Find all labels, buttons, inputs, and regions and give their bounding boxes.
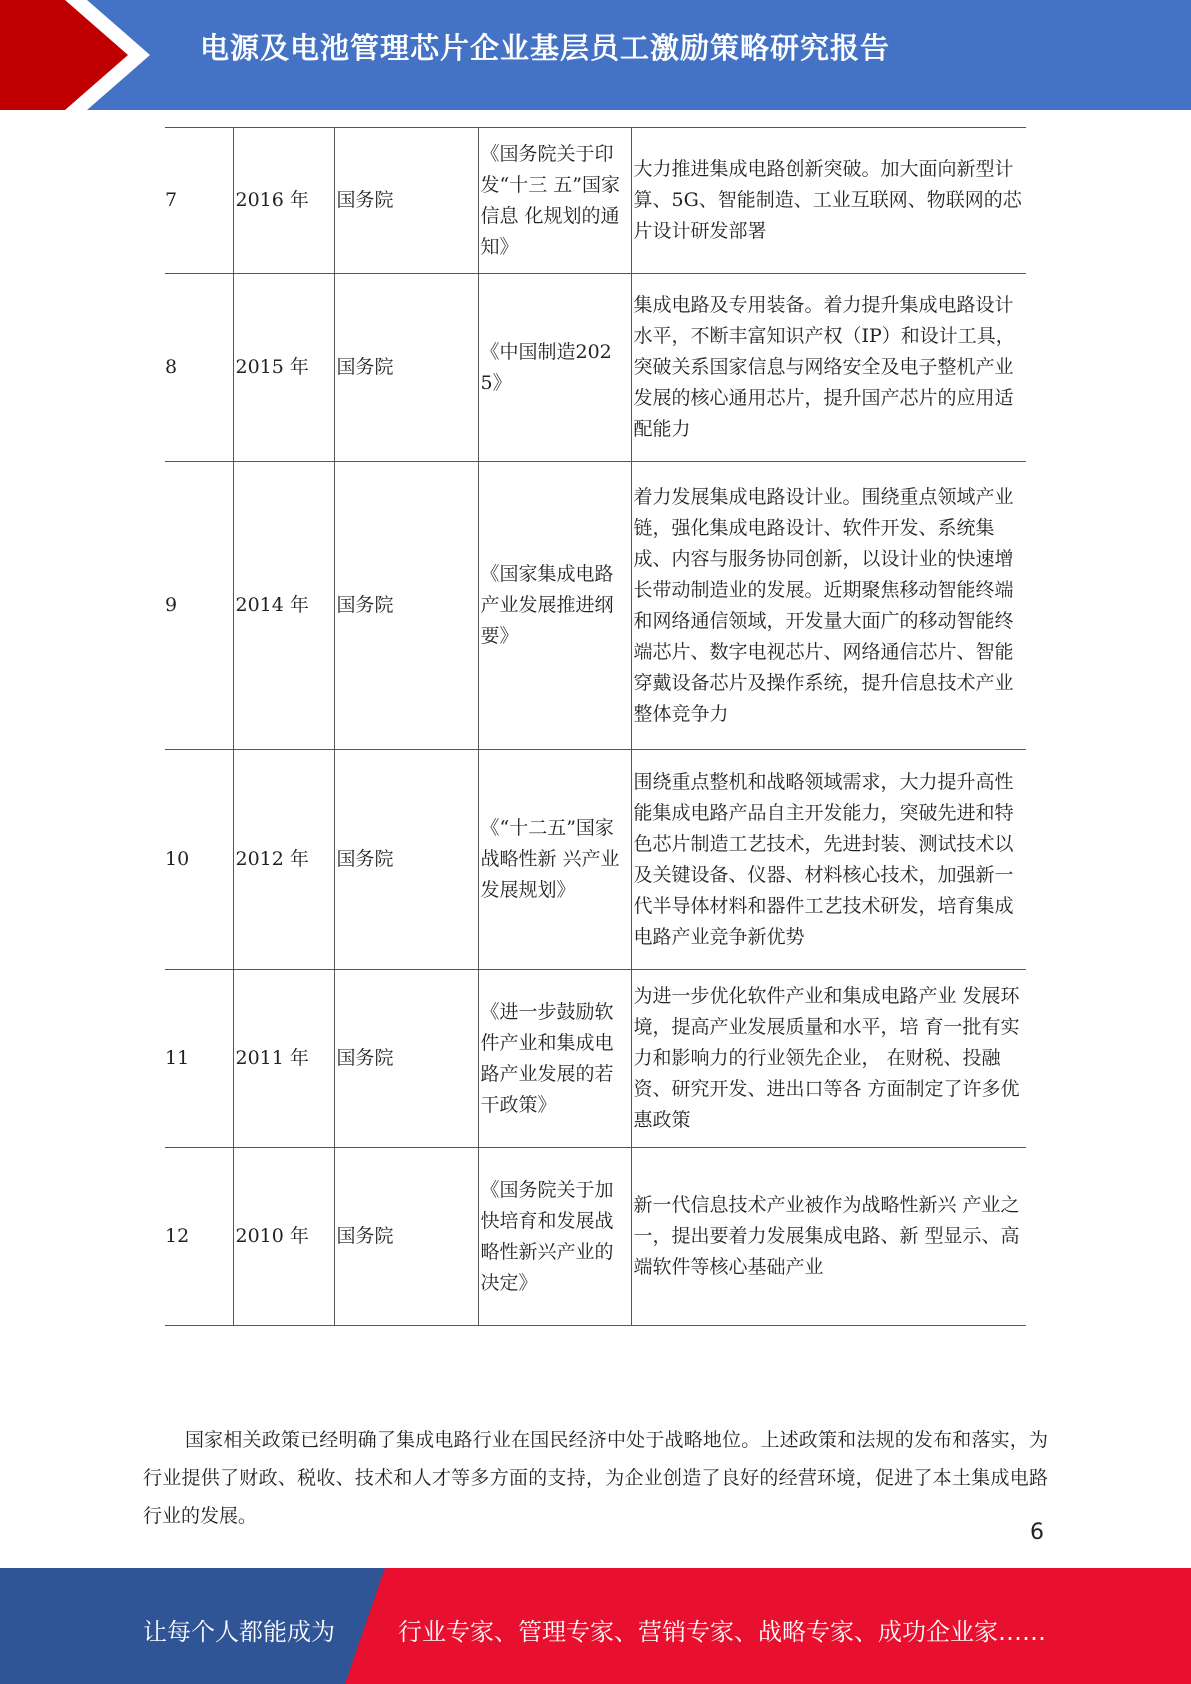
row-policy-name: 《“十二五”国家战略性新 兴产业发展规划》: [478, 750, 631, 970]
row-year: 2015 年: [233, 274, 334, 462]
row-year: 2012 年: [233, 750, 334, 970]
page-footer: [0, 1568, 1191, 1684]
row-department: 国务院: [334, 750, 478, 970]
header-red-arrow-block: [0, 0, 130, 110]
table-row: [165, 462, 1026, 750]
row-policy-name: 《国家集成电路产业发展推进纲要》: [478, 462, 631, 750]
row-number: 9: [165, 462, 233, 750]
row-policy-content: 新一代信息技术产业被作为战略性新兴 产业之一，提出要着力发展集成电路、新 型显示、高端软件等核心基础产业: [631, 1148, 1026, 1326]
table-row: [165, 970, 1026, 1148]
table-row: [165, 1148, 1026, 1326]
row-department: 国务院: [334, 970, 478, 1148]
row-policy-content: 着力发展集成电路设计业。围绕重点领域产业链，强化集成电路设计、软件开发、系统集成、内容与服务协同创新，以设计业的快速增长带动制造业的发展。近期聚焦移动智能终端和网络通信领域，开发量大面广的移动智能终端芯片、数字电视芯片、网络通信芯片、智能穿戴设备芯片及操作系统，提升信息技术产业整体竞争力: [631, 462, 1026, 750]
footer-slogan-right: 行业专家、管理专家、营销专家、战略专家、成功企业家……: [398, 1618, 1046, 1646]
row-policy-name: 《国务院关于加快培育和发展战略性新兴产业的决定》: [478, 1148, 631, 1326]
row-department: 国务院: [334, 462, 478, 750]
row-department: 国务院: [334, 128, 478, 274]
table-row: [165, 750, 1026, 970]
report-title: 电源及电池管理芯片企业基层员工激励策略研究报告: [200, 31, 891, 65]
page-number: 6: [1030, 1520, 1044, 1545]
row-number: 7: [165, 128, 233, 274]
row-department: 国务院: [334, 274, 478, 462]
page-header: [0, 0, 1191, 110]
row-year: 2016 年: [233, 128, 334, 274]
row-number: 12: [165, 1148, 233, 1326]
row-number: 8: [165, 274, 233, 462]
table-row: [165, 274, 1026, 462]
row-policy-content: 大力推进集成电路创新突破。加大面向新型计算、5G、智能制造、工业互联网、物联网的芯片设计研发部署: [631, 128, 1026, 274]
row-policy-name: 《进一步鼓励软件产业和集成电路产业发展的若干政策》: [478, 970, 631, 1148]
row-year: 2014 年: [233, 462, 334, 750]
row-policy-content: 为进一步优化软件产业和集成电路产业 发展环境，提高产业发展质量和水平，培 育一批有实力和影响力的行业领先企业， 在财税、投融资、研究开发、进出口等各 方面制定了许多优惠政策: [631, 970, 1026, 1148]
row-department: 国务院: [334, 1148, 478, 1326]
row-policy-content: 围绕重点整机和战略领域需求，大力提升高性能集成电路产品自主开发能力，突破先进和特色芯片制造工艺技术，先进封装、测试技术以及关键设备、仪器、材料核心技术，加强新一代半导体材料和器件工艺技术研发，培育集成电路产业竞争新优势: [631, 750, 1026, 970]
row-policy-name: 《国务院关于印发“十三 五”国家信息 化规划的通 知》: [478, 128, 631, 274]
row-number: 10: [165, 750, 233, 970]
row-year: 2011 年: [233, 970, 334, 1148]
footer-slogan-left: 让每个人都能成为: [143, 1618, 335, 1646]
row-year: 2010 年: [233, 1148, 334, 1326]
row-policy-name: 《中国制造2025》: [478, 274, 631, 462]
table-row: [165, 128, 1026, 274]
policy-table: [165, 127, 1026, 1326]
row-policy-content: 集成电路及专用装备。着力提升集成电路设计水平，不断丰富知识产权（IP）和设计工具，突破关系国家信息与网络安全及电子整机产业发展的核心通用芯片，提升国产芯片的应用适配能力: [631, 274, 1026, 462]
body-paragraph: 国家相关政策已经明确了集成电路行业在国民经济中处于战略地位。上述政策和法规的发布和落实，为行业提供了财政、税收、技术和人才等多方面的支持，为企业创造了良好的经营环境，促进了本土集成电路行业的发展。: [143, 1429, 1048, 1527]
row-number: 11: [165, 970, 233, 1148]
